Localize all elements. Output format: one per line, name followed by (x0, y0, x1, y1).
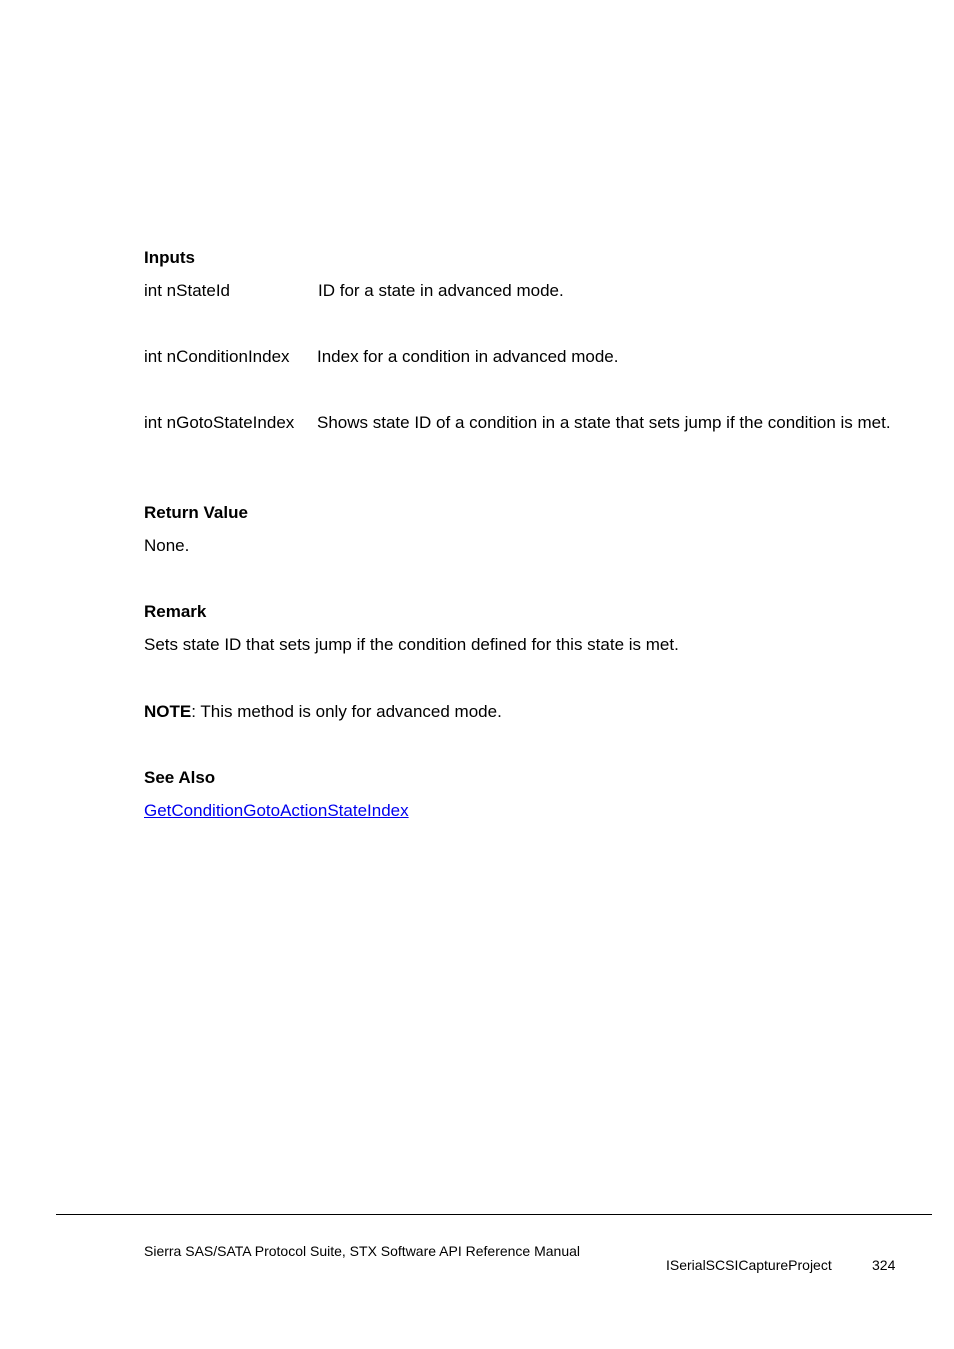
footer-page-number: 324 (872, 1257, 896, 1273)
footer-divider (56, 1214, 932, 1215)
param-desc-nstateid: ID for a state in advanced mode. (318, 281, 564, 300)
footer-manual-title: Sierra SAS/SATA Protocol Suite, STX Software API Reference Manual (144, 1243, 581, 1259)
param-desc-nconditionindex: Index for a condition in advanced mode. (317, 347, 619, 366)
return-value-heading: Return Value (144, 503, 248, 522)
param-name-ngotostateindex: int nGotoStateIndex (144, 413, 295, 432)
remark-heading: Remark (144, 602, 207, 621)
remark-text: Sets state ID that sets jump if the condition defined for this state is met. (144, 635, 679, 654)
return-value-text: None. (144, 536, 190, 555)
note-label: NOTE (144, 702, 192, 721)
param-desc-ngotostateindex: Shows state ID of a condition in a state that sets jump if the condition is met. (317, 413, 891, 432)
note-line (144, 702, 502, 722)
footer-section-name: ISerialSCSICaptureProject (666, 1257, 832, 1273)
inputs-heading: Inputs (144, 248, 195, 267)
see-also-heading: See Also (144, 768, 216, 787)
param-name-nconditionindex: int nConditionIndex (144, 347, 290, 366)
note-text: : This method is only for advanced mode. (191, 702, 502, 721)
param-name-nstateid: int nStateId (144, 281, 231, 300)
see-also-link[interactable]: GetConditionGotoActionStateIndex (144, 801, 409, 820)
